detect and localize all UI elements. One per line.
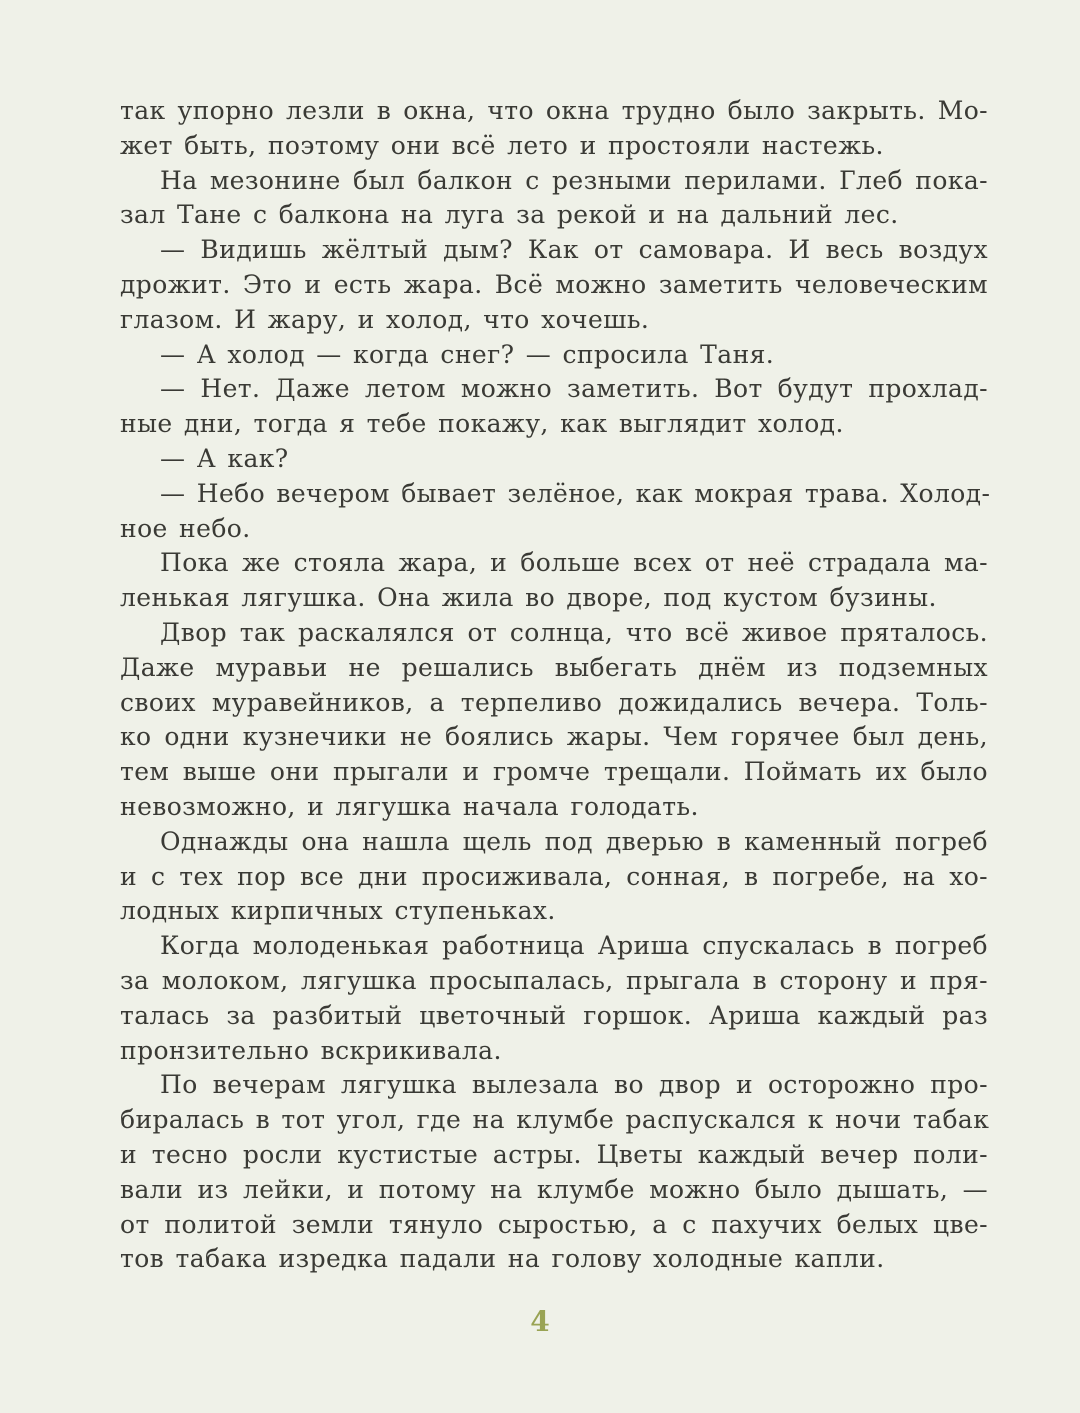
text-line: — Небо вечером бывает зелёное, как мокрая трава. Холод- (160, 478, 991, 508)
text-line: невозможно, и лягушка начала голодать. (120, 791, 699, 821)
page-text (120, 94, 991, 1277)
text-line: На мезонине был балкон с резными перилами. Глеб пока- (160, 165, 988, 195)
text-line: от политой земли тянуло сыростью, а с пахучих белых цве- (120, 1209, 988, 1239)
text-line: биралась в тот угол, где на клумбе распускался к ночи табак (120, 1105, 990, 1135)
text-line: пронзительно вскрикивала. (120, 1035, 502, 1065)
text-line: и тесно росли кустистые астры. Цветы каждый вечер поли- (120, 1139, 988, 1169)
text-line: лодных кирпичных ступеньках. (120, 896, 556, 926)
page-number: 4 (530, 1305, 550, 1338)
text-line: ко одни кузнечики не боялись жары. Чем горячее был день, (120, 722, 988, 752)
text-line: — Видишь жёлтый дым? Как от самовара. И весь воздух (160, 235, 988, 265)
text-line: своих муравейников, а терпеливо дожидались вечера. Толь- (120, 687, 988, 717)
text-line: жет быть, поэтому они всё лето и простояли настежь. (120, 130, 884, 160)
text-line: — А как? (160, 443, 289, 473)
text-line: зал Тане с балкона на луга за рекой и на дальний лес. (120, 200, 899, 230)
text-line: тем выше они прыгали и громче трещали. Поймать их было (120, 757, 988, 787)
text-line: По вечерам лягушка вылезала во двор и осторожно про- (160, 1070, 988, 1100)
text-line: — А холод — когда снег? — спросила Таня. (160, 339, 775, 369)
text-line: за молоком, лягушка просыпалась, прыгала в сторону и пря- (120, 965, 988, 995)
text-line: тов табака изредка падали на голову холодные капли. (120, 1244, 885, 1274)
text-line: Однажды она нашла щель под дверью в каменный погреб (160, 826, 988, 856)
text-line: талась за разбитый цветочный горшок. Ариша каждый раз (120, 1000, 988, 1030)
text-line: Пока же стояла жара, и больше всех от неё страдала ма- (160, 548, 988, 578)
text-line: Когда молоденькая работница Ариша спускалась в погреб (160, 931, 988, 961)
text-line: ленькая лягушка. Она жила во дворе, под кустом бузины. (120, 583, 937, 613)
text-line: Двор так раскалялся от солнца, что всё живое пряталось. (160, 617, 988, 647)
text-line: глазом. И жару, и холод, что хочешь. (120, 304, 650, 334)
text-line: — Нет. Даже летом можно заметить. Вот будут прохлад- (160, 374, 988, 404)
text-line: дрожит. Это и есть жара. Всё можно заметить человеческим (120, 269, 988, 299)
text-line: так упорно лезли в окна, что окна трудно было закрыть. Мо- (120, 96, 988, 125)
text-line: Даже муравьи не решались выбегать днём из подземных (120, 652, 988, 682)
text-line: вали из лейки, и потому на клумбе можно было дышать, — (120, 1174, 988, 1204)
text-line: ное небо. (120, 513, 251, 543)
text-line: и с тех пор все дни просиживала, сонная, в погребе, на хо- (120, 861, 988, 891)
text-line: ные дни, тогда я тебе покажу, как выглядит холод. (120, 409, 844, 439)
